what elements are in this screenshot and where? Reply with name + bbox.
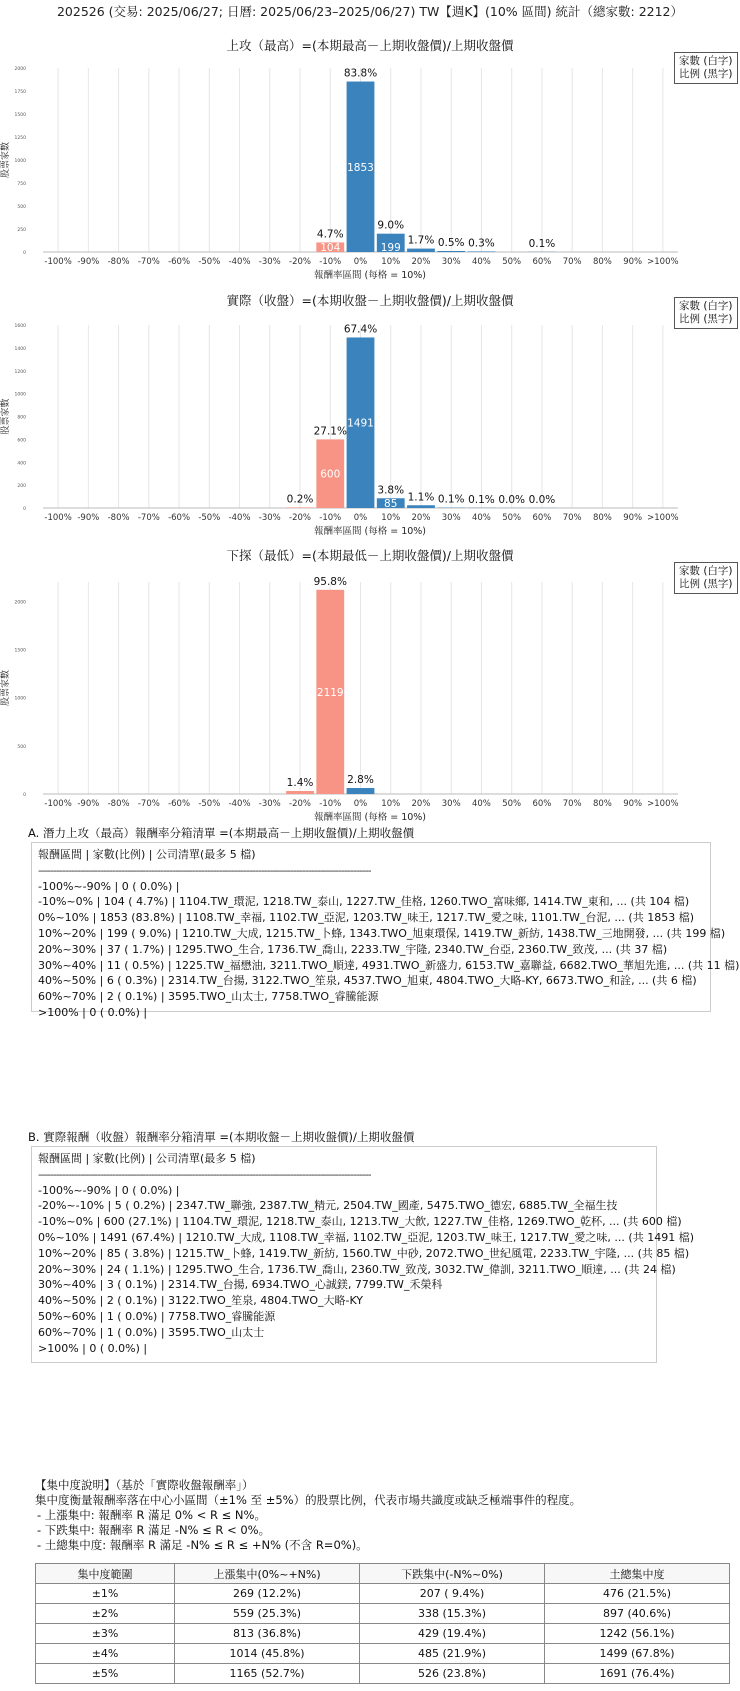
legend-line-count: 家數 (白字) [679,300,733,312]
x-tick-label: 60% [532,257,552,267]
x-tick-label: 0% [353,513,368,523]
x-tick-label: -30% [258,257,281,267]
table-row [36,1584,730,1604]
y-tick-label: 1000 [14,159,26,164]
table-cell: 485 (21.9%) [360,1644,545,1664]
table-cell: 429 (19.4%) [360,1624,545,1644]
table-header-cell: 上漲集中(0%~+N%) [175,1564,360,1584]
legend-line-ratio: 比例 (黑字) [679,578,733,590]
y-tick-label: 0 [23,251,26,256]
table-cell: ±5% [36,1664,175,1684]
chart-legend [674,52,738,84]
bar-percent-label: 0.2% [286,493,314,506]
x-tick-label: 30% [441,513,461,523]
concentration-notes [35,1478,581,1553]
x-axis-label: 報酬率區間 (每格 = 10%) [313,526,427,537]
bar [286,507,314,508]
bar-count-label: 199 [380,242,401,254]
x-tick-label: >100% [647,799,679,809]
bar-percent-label: 0.1% [468,493,495,506]
list-b-header: 報酬區間 | 家數(比例) | 公司清單(最多 5 檔) [38,1152,256,1165]
x-tick-label: -10% [319,257,342,267]
y-tick-label: 1400 [14,346,26,352]
bar-percent-label: 1.1% [407,491,435,504]
y-tick-label: 2000 [14,600,26,606]
table-cell: ±3% [36,1624,175,1644]
bar-count-label: 600 [320,468,341,481]
x-tick-label: -70% [137,513,160,523]
bar-percent-label: 0.3% [468,237,495,250]
list-item: -100%~-90% | 0 ( 0.0%) | [38,879,180,893]
x-tick-label: -70% [137,799,160,809]
x-tick-label: 40% [471,799,491,809]
table-cell: ±4% [36,1644,175,1664]
x-tick-label: -40% [228,513,251,523]
table-cell: 476 (21.5%) [545,1584,730,1604]
x-tick-label: 10% [381,513,401,523]
bar-percent-label: 95.8% [313,575,347,588]
x-tick-label: 20% [411,799,431,809]
bar [286,791,314,794]
x-tick-label: -100% [44,513,72,523]
y-tick-label: 500 [17,744,26,750]
concentration-item: - 上漲集中: 報酬率 R 滿足 0% < R ≤ N%。 [37,1508,266,1522]
x-tick-label: -40% [228,257,251,267]
x-tick-label: 50% [502,257,522,267]
list-item: 0%~10% | 1853 (83.8%) | 1108.TW_幸福, 1102.TW_亞泥, 1203.TW_味王, 1217.TW_愛之味, 1101.TW_台泥, ... (共 1853 檔) [38,911,694,925]
bar-count-label: 104 [320,242,341,254]
y-tick-label: 1000 [14,392,26,398]
bar-percent-label: 0.1% [528,237,556,250]
bar [407,505,435,508]
chart-actual [0,285,740,540]
table-row [36,1624,730,1644]
list-item: 20%~30% | 37 ( 1.7%) | 1295.TWO_生合, 1736.TW_喬山, 2233.TW_宇隆, 2340.TW_台亞, 2360.TW_致茂, ... (共 37 檔) [38,942,668,956]
y-tick-label: 0 [23,507,26,512]
table-header-cell: 土總集中度 [545,1564,730,1584]
list-item: 30%~40% | 11 ( 0.5%) | 1225.TW_福懋油, 3211.TWO_順達, 4931.TWO_新盛力, 6153.TW_嘉聯益, 6682.TWO_華旭先進, ... (共 11 檔) [38,958,740,972]
bar-percent-label: 27.1% [313,425,347,438]
x-tick-label: 50% [502,513,522,523]
x-axis-label: 報酬率區間 (每格 = 10%) [313,270,427,281]
y-tick-label: 2000 [14,67,26,72]
x-axis-label: 報酬率區間 (每格 = 10%) [313,812,427,823]
table-cell: 1691 (76.4%) [545,1664,730,1684]
y-tick-label: 500 [17,205,26,210]
list-item: -100%~-90% | 0 ( 0.0%) | [38,1183,180,1197]
list-item: 60%~70% | 2 ( 0.1%) | 3595.TWO_山太士, 7758.TWO_睿騰能源 [38,990,379,1004]
x-tick-label: -60% [168,513,191,523]
y-axis-label: 股票家數 [1,398,11,435]
table-row [36,1604,730,1624]
y-tick-label: 1500 [14,113,26,118]
page-title: 202526 (交易: 2025/06/27; 日曆: 2025/06/23–2025/06/27) TW【週K】(10% 區間) 統計（總家數: 2212） [56,4,684,19]
y-tick-label: 250 [17,228,26,233]
bar-percent-label: 0.1% [437,493,465,506]
table-cell: 269 (12.2%) [175,1584,360,1604]
list-item: -20%~-10% | 5 ( 0.2%) | 2347.TW_聯強, 2387.TW_精元, 2504.TW_國產, 5475.TWO_德宏, 6885.TW_全福生技 [38,1199,618,1213]
bar-percent-label: 3.8% [377,484,405,497]
chart-actual-svg [0,285,740,540]
bar [407,249,435,252]
table-cell: 897 (40.6%) [545,1604,730,1624]
bar-count-label: 1853 [347,161,374,174]
x-tick-label: 90% [623,257,643,267]
x-tick-label: -60% [168,799,191,809]
table-cell: 1242 (56.1%) [545,1624,730,1644]
table-row [36,1664,730,1684]
table-cell: 1014 (45.8%) [175,1644,360,1664]
x-tick-label: -10% [319,799,342,809]
list-item: 10%~20% | 85 ( 3.8%) | 1215.TW_卜蜂, 1419.TW_新紡, 1560.TW_中砂, 2072.TWO_世紀風電, 2233.TW_宇隆, ... (共 85 檔) [38,1246,690,1260]
x-tick-label: 0% [353,799,368,809]
list-item: 40%~50% | 2 ( 0.1%) | 3122.TWO_笙泉, 4804.TWO_大略-KY [38,1294,364,1308]
bar [437,251,465,252]
table-header-cell: 下跌集中(-N%~0%) [360,1564,545,1584]
concentration-item: - 土總集中度: 報酬率 R 滿足 -N% ≤ R ≤ +N% (不含 R=0%)。 [37,1538,368,1552]
y-axis-label: 股票家數 [1,141,11,179]
list-a-box [31,842,740,1019]
y-tick-label: 600 [17,438,26,444]
table-cell: 338 (15.3%) [360,1604,545,1624]
list-item: 30%~40% | 3 ( 0.1%) | 2314.TW_台揚, 6934.TWO_心誠鎂, 7799.TW_禾榮科 [38,1278,443,1292]
bar-percent-label: 67.4% [343,323,378,336]
bar-count-label: 85 [384,498,398,510]
x-tick-label: 80% [592,257,612,267]
chart-downside-svg [0,540,740,825]
bar-percent-label: 1.7% [407,234,435,247]
list-item: 40%~50% | 6 ( 0.3%) | 2314.TW_台揚, 3122.TWO_笙泉, 4537.TWO_旭東, 4804.TWO_大略-KY, 6673.TWO_和詮, ... (共 6 檔) [38,974,697,988]
legend-line-ratio: 比例 (黑字) [679,313,733,325]
concentration-description: 集中度衡量報酬率落在中心小區間（±1% 至 ±5%）的股票比例，代表市場共識度或缺乏極端事件的程度。 [35,1493,582,1507]
bar-percent-label: 0.5% [437,236,465,249]
list-item: 60%~70% | 1 ( 0.0%) | 3595.TWO_山太士 [38,1325,265,1339]
x-tick-label: -100% [44,799,72,809]
x-tick-label: 70% [562,513,582,523]
bar-percent-label: 0.0% [528,493,556,506]
table-header-row [36,1564,730,1584]
chart-legend [674,297,738,329]
x-tick-label: -20% [289,513,312,523]
table-row [36,1644,730,1664]
x-tick-label: -50% [198,799,221,809]
table-cell: ±1% [36,1584,175,1604]
x-tick-label: 10% [381,257,401,267]
concentration-heading: 【集中度說明】（基於「實際收盤報酬率」） [35,1478,254,1492]
x-tick-label: -90% [77,513,100,523]
concentration-table [35,1563,730,1684]
x-tick-label: 60% [532,799,552,809]
x-tick-label: 30% [441,799,461,809]
table-cell: ±2% [36,1604,175,1624]
x-tick-label: 70% [562,799,582,809]
x-tick-label: 10% [381,799,401,809]
x-tick-label: 20% [411,257,431,267]
chart-upside-svg [0,30,740,285]
y-tick-label: 200 [17,484,26,490]
list-item: -10%~0% | 104 ( 4.7%) | 1104.TW_環泥, 1218.TW_泰山, 1227.TW_佳格, 1260.TWO_富味鄉, 1414.TW_東和, ... (共 104 檔) [38,895,690,909]
y-axis-label: 股票家數 [1,669,11,707]
x-tick-label: -80% [107,257,130,267]
chart-title: 下探（最低）=(本期最低－上期收盤價)/上期收盤價 [226,548,514,563]
y-tick-label: 800 [17,415,26,421]
list-item: 20%~30% | 24 ( 1.1%) | 1295.TWO_生合, 1736.TW_喬山, 2360.TW_致茂, 3032.TW_偉訓, 3211.TWO_順達, ... (共 24 檔) [38,1262,676,1276]
bar [347,788,375,794]
x-tick-label: 80% [592,799,612,809]
x-tick-label: -60% [168,257,191,267]
y-tick-label: 1500 [14,648,26,654]
list-item: 0%~10% | 1491 (67.4%) | 1210.TW_大成, 1108.TW_幸福, 1102.TW_亞泥, 1203.TW_味王, 1217.TW_愛之味, ... (共 1491 檔) [38,1230,694,1244]
x-tick-label: -10% [319,513,342,523]
table-cell: 526 (23.8%) [360,1664,545,1684]
y-tick-label: 1750 [14,90,26,95]
list-b-box [31,1146,694,1363]
chart-title: 上攻（最高）=(本期最高－上期收盤價)/上期收盤價 [226,38,514,53]
table-cell: 207 ( 9.4%) [360,1584,545,1604]
x-tick-label: -30% [258,799,281,809]
x-tick-label: >100% [647,513,679,523]
list-item: >100% | 0 ( 0.0%) | [38,1341,148,1355]
x-tick-label: -70% [137,257,160,267]
x-tick-label: -90% [77,257,100,267]
x-tick-label: 60% [532,513,552,523]
bar-count-label: 1491 [347,417,374,430]
list-item: 50%~60% | 1 ( 0.0%) | 7758.TWO_睿騰能源 [38,1309,276,1323]
bar-percent-label: 0.0% [498,493,526,506]
y-tick-label: 0 [23,793,26,798]
x-tick-label: 20% [411,513,431,523]
x-tick-label: -40% [228,799,251,809]
x-tick-label: -20% [289,799,312,809]
list-item: >100% | 0 ( 0.0%) | [38,1005,148,1019]
x-tick-label: -80% [107,799,130,809]
list-a-title: A. 潛力上攻（最高）報酬率分箱清單 =(本期最高－上期收盤價)/上期收盤價 [28,826,415,840]
x-tick-label: -50% [198,257,221,267]
table-cell: 1165 (52.7%) [175,1664,360,1684]
y-tick-label: 1200 [14,369,26,375]
x-tick-label: >100% [647,257,679,267]
table-cell: 559 (25.3%) [175,1604,360,1624]
bar [468,251,496,252]
bar-percent-label: 2.8% [347,774,374,787]
x-tick-label: 40% [471,257,491,267]
bar-count-label: 2119 [316,686,344,699]
chart-downside [0,540,740,825]
x-tick-label: 80% [592,513,612,523]
list-a-header: 報酬區間 | 家數(比例) | 公司清單(最多 5 檔) [38,848,256,861]
x-tick-label: 0% [353,257,368,267]
list-b-divider: ---------------------------------------------------------------------------------------------------------------- [38,1167,371,1181]
bar-percent-label: 9.0% [377,219,405,232]
x-tick-label: -80% [107,513,130,523]
list-b-title: B. 實際報酬（收盤）報酬率分箱清單 =(本期收盤－上期收盤價)/上期收盤價 [28,1130,415,1144]
x-tick-label: 50% [502,799,522,809]
chart-title: 實際（收盤）=(本期收盤－上期收盤價)/上期收盤價 [226,293,514,308]
x-tick-label: 90% [623,513,643,523]
x-tick-label: 40% [471,513,491,523]
table-cell: 813 (36.8%) [175,1624,360,1644]
x-tick-label: -50% [198,513,221,523]
bar-percent-label: 83.8% [343,67,378,80]
x-tick-label: 30% [441,257,461,267]
x-tick-label: -100% [44,257,72,267]
table-cell: 1499 (67.8%) [545,1644,730,1664]
x-tick-label: -30% [258,513,281,523]
y-tick-label: 1000 [14,696,26,702]
bar-percent-label: 4.7% [316,228,344,241]
x-tick-label: -20% [289,257,312,267]
y-tick-label: 1250 [14,136,26,141]
table-header-cell: 集中度範圍 [36,1564,175,1584]
legend-line-ratio: 比例 (黑字) [679,68,733,80]
legend-line-count: 家數 (白字) [679,565,733,577]
list-a-divider: ---------------------------------------------------------------------------------------------------------------- [38,863,371,877]
x-tick-label: -90% [77,799,100,809]
chart-upside [0,30,740,285]
legend-line-count: 家數 (白字) [679,55,733,67]
x-tick-label: 90% [623,799,643,809]
chart-legend [674,562,738,594]
y-tick-label: 1600 [14,324,26,329]
list-item: -10%~0% | 600 (27.1%) | 1104.TW_環泥, 1218.TW_泰山, 1213.TW_大飲, 1227.TW_佳格, 1269.TWO_乾杯, ... (共 600 檔) [38,1215,682,1229]
bar-percent-label: 1.4% [286,777,314,790]
y-tick-label: 400 [17,461,26,467]
list-item: 10%~20% | 199 ( 9.0%) | 1210.TW_大成, 1215.TW_卜蜂, 1343.TWO_旭東環保, 1419.TW_新紡, 1438.TW_三地開發, ... (共 199 檔) [38,926,726,940]
concentration-item: - 下跌集中: 報酬率 R 滿足 -N% ≤ R < 0%。 [37,1523,271,1537]
x-tick-label: 70% [562,257,582,267]
y-tick-label: 750 [17,182,26,187]
